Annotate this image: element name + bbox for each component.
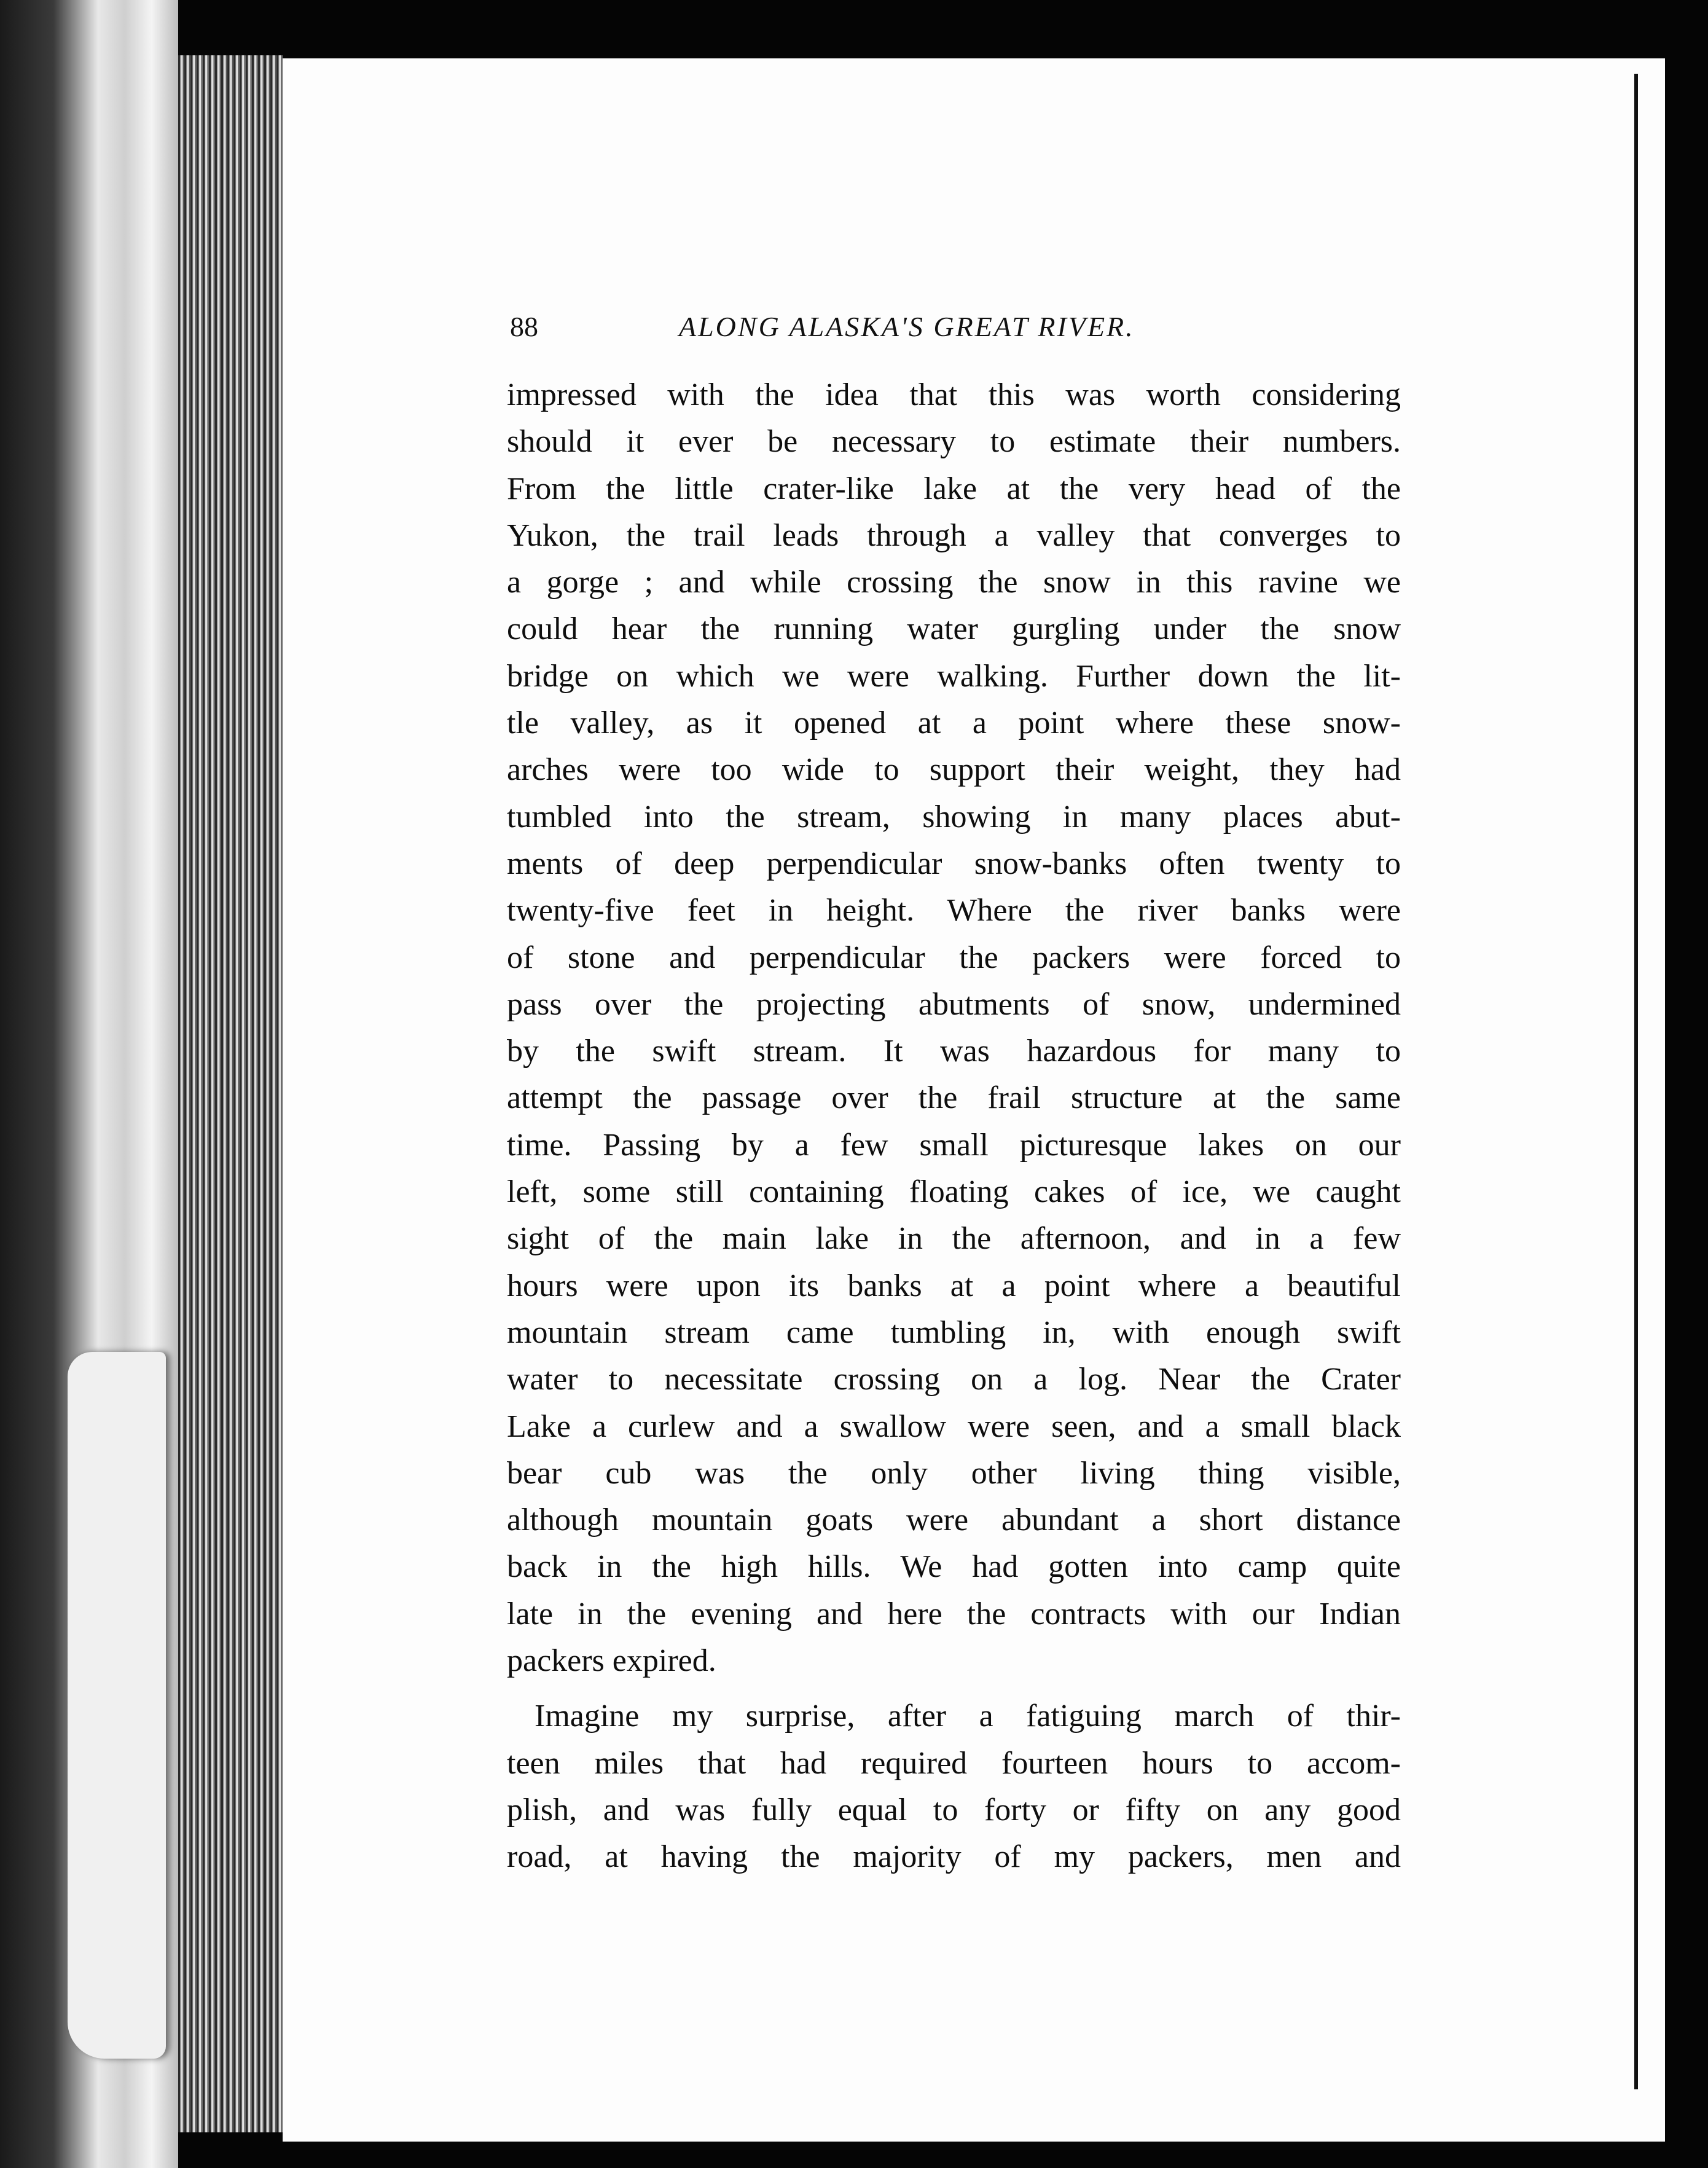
text-line: sight of the main lake in the afternoon, and in a few (507, 1221, 1401, 1257)
text-line: hours were upon its banks at a point where a beautiful (507, 1268, 1401, 1303)
text-line: of stone and perpendicular the packers were forced to (507, 940, 1401, 975)
text-line: should it ever be necessary to estimate their numbers. (507, 424, 1401, 460)
text-line: From the little crater-like lake at the very head of the (507, 471, 1401, 506)
text-line: ments of deep perpendicular snow-banks often twenty to (507, 846, 1401, 881)
text-line: left, some still containing floating cakes of ice, we caught (507, 1174, 1401, 1210)
page-header (510, 310, 1401, 347)
page-fore-edge (178, 55, 283, 2132)
torn-page-flap (68, 1352, 166, 2059)
page-number: 88 (510, 311, 538, 342)
text-line: twenty-five feet in height. Where the river banks were (507, 893, 1401, 929)
facing-page-edge (1634, 74, 1638, 2089)
text-line: plish, and was fully equal to forty or fifty on any good (507, 1792, 1401, 1828)
text-line: bear cub was the only other living thing visible, (507, 1455, 1401, 1491)
text-line: water to necessitate crossing on a log. Near the Crater (507, 1362, 1401, 1397)
body-text (507, 372, 1401, 1881)
text-line: Lake a curlew and a swallow were seen, and a small black (507, 1408, 1401, 1444)
text-line: Imagine my surprise, after a fatiguing march of thir- (535, 1699, 1401, 1734)
running-title: ALONG ALASKA'S GREAT RIVER. (679, 311, 1135, 342)
text-line: arches were too wide to support their weight, they had (507, 752, 1401, 788)
text-line: a gorge ; and while crossing the snow in this ravine we (507, 565, 1401, 600)
text-line: pass over the projecting abutments of snow, undermined (507, 986, 1401, 1022)
text-line: late in the evening and here the contracts with our Indian (507, 1596, 1401, 1632)
text-line: bridge on which we were walking. Further down the lit- (507, 658, 1401, 694)
text-line: could hear the running water gurgling under the snow (507, 611, 1401, 647)
text-line: time. Passing by a few small picturesque lakes on our (507, 1127, 1401, 1163)
text-line: although mountain goats were abundant a short distance (507, 1502, 1401, 1538)
paragraph-gap (507, 1684, 1401, 1693)
text-line: by the swift stream. It was hazardous for many to (507, 1034, 1401, 1069)
text-line: Yukon, the trail leads through a valley that converges to (507, 517, 1401, 553)
text-line: tumbled into the stream, showing in many places abut- (507, 799, 1401, 835)
text-line: back in the high hills. We had gotten into camp quite (507, 1549, 1401, 1585)
text-line: road, at having the majority of my packers, men and (507, 1839, 1401, 1875)
text-line: teen miles that had required fourteen hours to accom- (507, 1745, 1401, 1781)
text-line: attempt the passage over the frail structure at the same (507, 1080, 1401, 1116)
text-line: mountain stream came tumbling in, with enough swift (507, 1314, 1401, 1350)
text-line: tle valley, as it opened at a point where these snow- (507, 705, 1401, 741)
text-line: packers expired. (507, 1643, 716, 1679)
text-line: impressed with the idea that this was worth considering (507, 377, 1401, 412)
